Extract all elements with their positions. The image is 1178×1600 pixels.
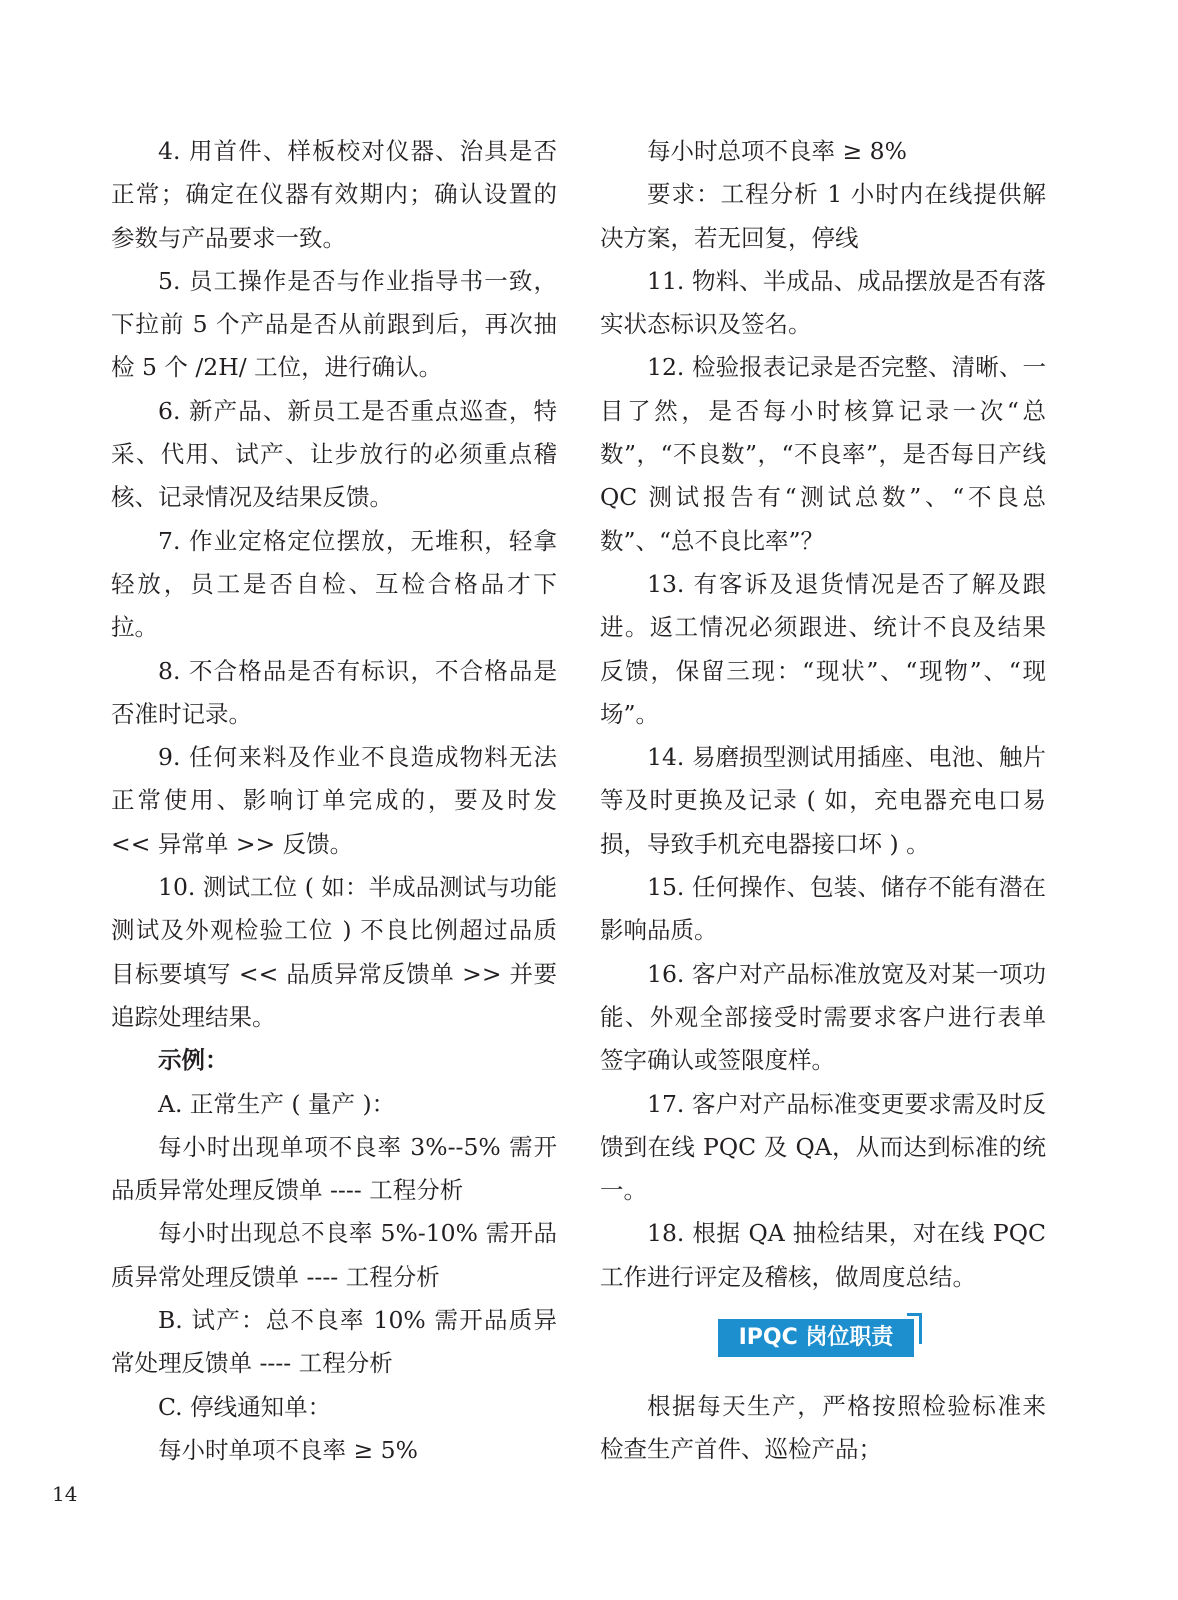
paragraph: B. 试产：总不良率 10% 需开品质异常处理反馈单 ---- 工程分析 [111,1306,557,1378]
paragraph: 12. 检验报表记录是否完整、清晰、一目了然，是否每小时核算记录一次“总数”，“不良数”，“不良率”，是否每日产线 QC 测试报告有“测试总数”、“不良总数”、“总不良比率”？ [600,353,1046,555]
paragraph: 要求：工程分析 1 小时内在线提供解决方案，若无回复，停线 [600,180,1046,252]
paragraph: 每小时出现单项不良率 3%--5% 需开品质异常处理反馈单 ---- 工程分析 [111,1132,557,1205]
paragraph: 10. 测试工位 ( 如：半成品测试与功能测试及外观检验工位 ) 不良比例超过品质目标要填写 << 品质异常反馈单 >> 并要追踪处理结果。 [111,873,557,1031]
paragraph: 示例： [158,1046,229,1075]
paragraph: 4. 用首件、样板校对仪器、治具是否正常；确定在仪器有效期内；确认设置的参数与产品要求一致。 [111,137,557,252]
paragraph: 根据每天生产，严格按照检验标准来检查生产首件、巡检产品； [600,1392,1046,1464]
paragraph: 18. 根据 QA 抽检结果，对在线 PQC 工作进行评定及稽核，做周度总结。 [600,1219,1046,1291]
paragraph: 每小时出现总不良率 5%-10% 需开品质异常处理反馈单 ---- 工程分析 [111,1219,557,1291]
paragraph: 14. 易磨损型测试用插座、电池、触片等及时更换及记录 ( 如，充电器充电口易损，导致手机充电器接口坏 ) 。 [600,743,1046,858]
paragraph: 11. 物料、半成品、成品摆放是否有落实状态标识及签名。 [600,266,1046,339]
right-column [600,130,1046,1472]
corner-bracket-icon [907,1313,922,1344]
section-heading-label: IPQC 岗位职责 [738,1325,894,1351]
paragraph: 13. 有客诉及退货情况是否了解及跟进。返工情况必须跟进、统计不良及结果反馈，保留三现：“现状”、“现物”、“现场”。 [600,569,1046,728]
paragraph: 每小时单项不良率 ≥ 5% [158,1435,418,1464]
paragraph: 16. 客户对产品标准放宽及对某一项功能、外观全部接受时需要求客户进行表单签字确认或签限度样。 [600,959,1046,1075]
paragraph: A. 正常生产 ( 量产 )： [158,1089,396,1118]
section-heading-wrap [600,1299,1046,1385]
paragraph: 15. 任何操作、包装、储存不能有潜在影响品质。 [600,873,1046,945]
paragraph: 17. 客户对产品标准变更要求需及时反馈到在线 PQC 及 QA，从而达到标准的统一。 [600,1089,1046,1205]
paragraph: 5. 员工操作是否与作业指导书一致，下拉前 5 个产品是否从前跟到后，再次抽检 5 个 /2H/ 工位，进行确认。 [111,266,557,382]
section-heading [718,1319,914,1357]
left-column [111,130,557,1472]
paragraph: C. 停线通知单： [158,1392,332,1421]
paragraph: 每小时总项不良率 ≥ 8% [647,137,907,165]
paragraph: 7. 作业定格定位摆放，无堆积，轻拿轻放，员工是否自检、互检合格品才下拉。 [111,526,557,642]
after-heading-body [600,1385,1046,1472]
paragraph: 8. 不合格品是否有标识，不合格品是否准时记录。 [111,656,557,728]
paragraph: 6. 新产品、新员工是否重点巡查，特采、代用、试产、让步放行的必须重点稽核、记录情况及结果反馈。 [111,396,557,512]
paragraph: 9. 任何来料及作业不良造成物料无法正常使用、影响订单完成的，要及时发 << 异常单 >> 反馈。 [111,743,557,858]
right-column-body [600,130,1046,1299]
page-number: 14 [52,1482,78,1506]
